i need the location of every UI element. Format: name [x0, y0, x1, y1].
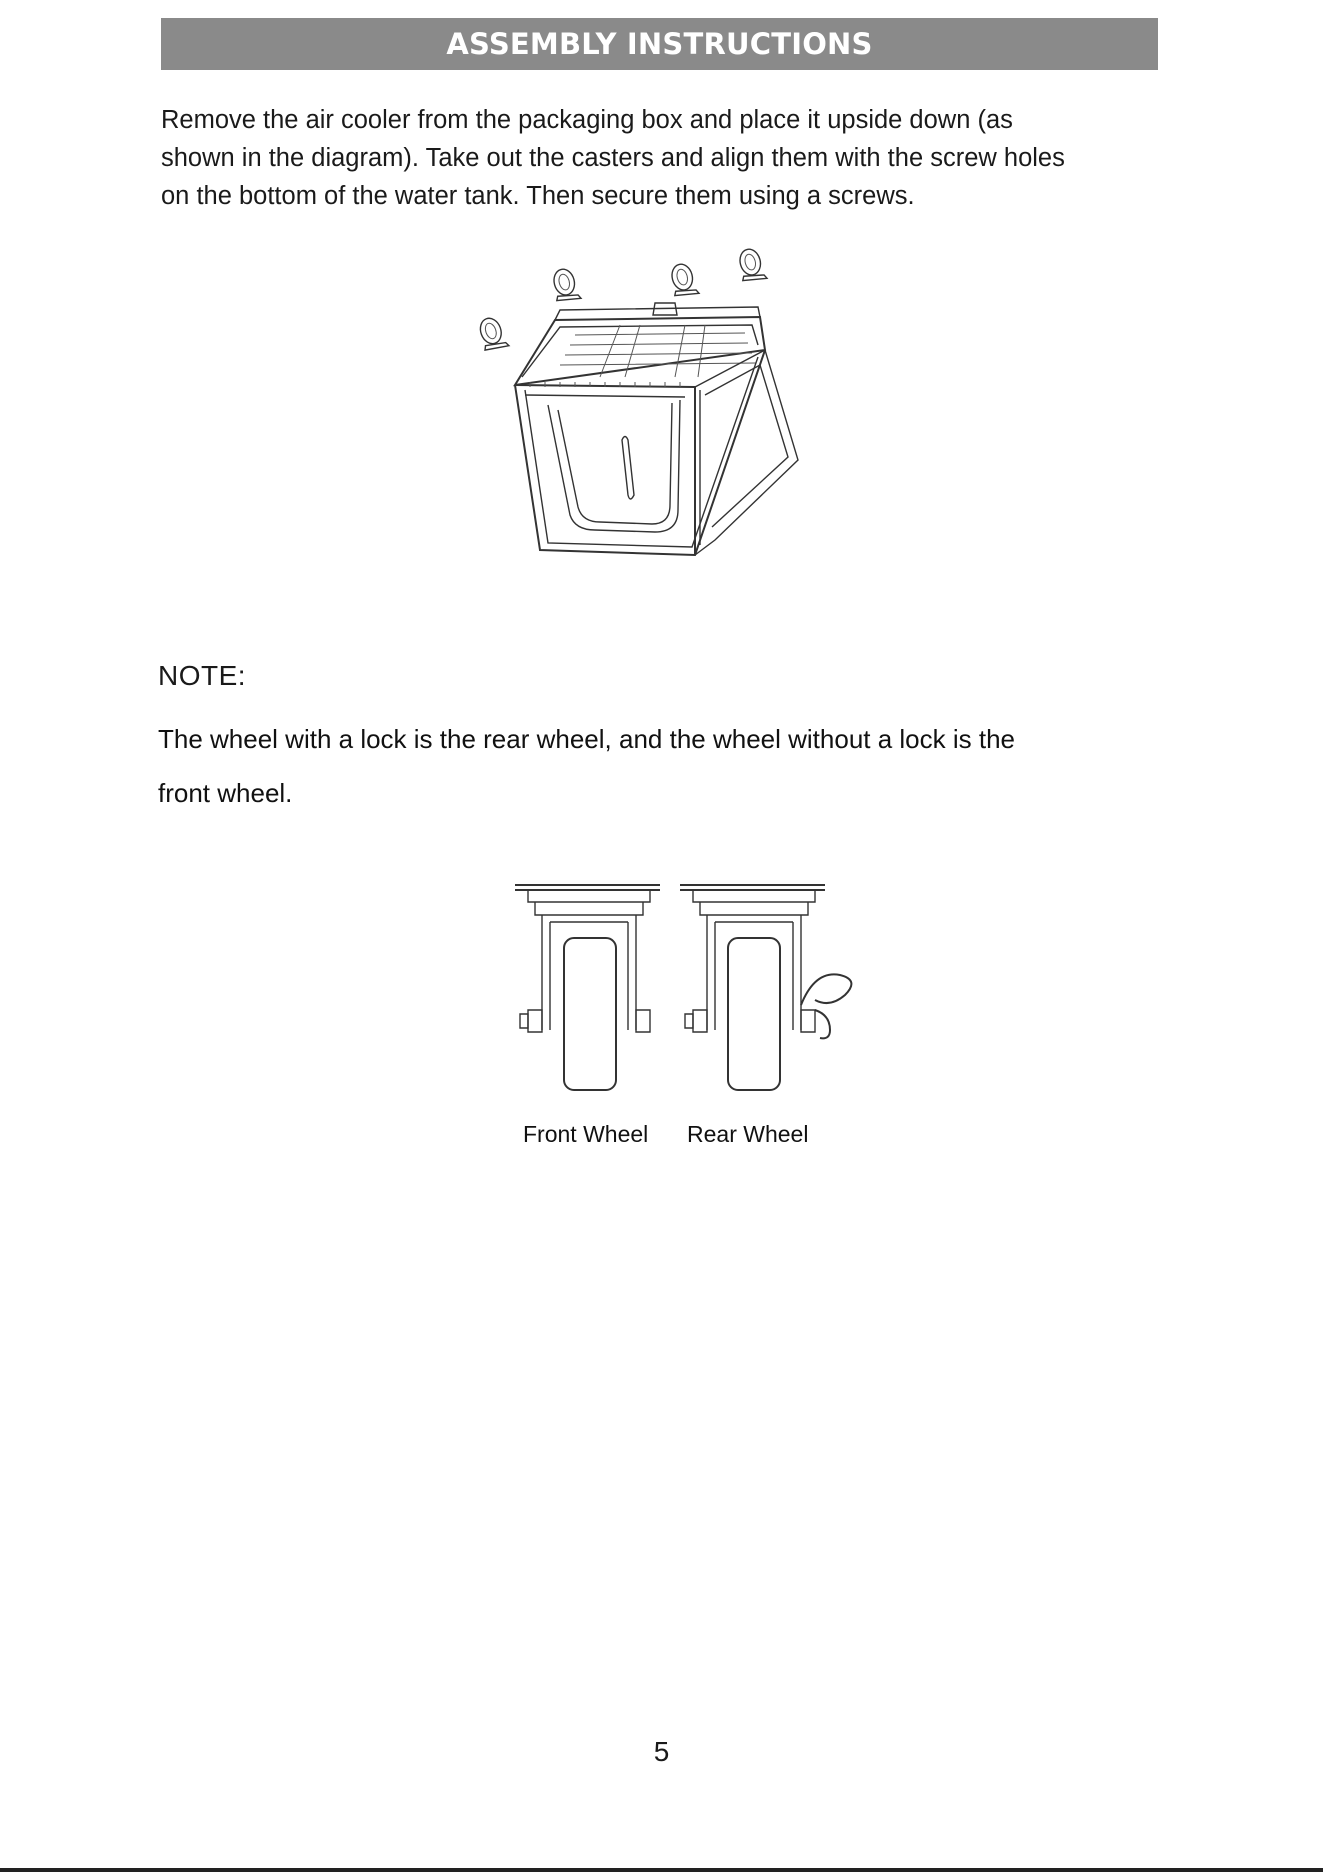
intro-line: shown in the diagram). Take out the casters and align them with the screw holes — [161, 144, 1065, 172]
note-line: front wheel. — [158, 778, 293, 808]
caster-icon — [475, 315, 509, 354]
note-line: The wheel with a lock is the rear wheel, and the wheel without a lock is the — [158, 724, 1016, 754]
front-wheel-icon — [515, 885, 660, 1090]
section-title: ASSEMBLY INSTRUCTIONS — [161, 18, 1158, 70]
caster-icon — [549, 266, 581, 304]
intro-line: Remove the air cooler from the packaging box and place it upside down (as — [161, 106, 1013, 134]
rear-wheel-icon — [680, 885, 851, 1090]
front-wheel-label: Front Wheel — [523, 1121, 649, 1147]
bottom-divider — [0, 1868, 1323, 1872]
rear-wheel-label: Rear Wheel — [687, 1121, 809, 1147]
wheels-diagram — [510, 880, 870, 1110]
page-number: 5 — [653, 1736, 670, 1767]
intro-line: on the bottom of the water tank. Then secure them using a screws. — [161, 182, 915, 210]
intro-paragraph — [161, 101, 1191, 215]
upside-down-cooler-diagram — [460, 245, 840, 575]
caster-icon — [667, 261, 699, 299]
note-heading: NOTE: — [158, 660, 247, 691]
caster-icon — [735, 246, 767, 284]
water-tank-icon — [515, 303, 798, 555]
note-paragraph — [158, 712, 1218, 820]
